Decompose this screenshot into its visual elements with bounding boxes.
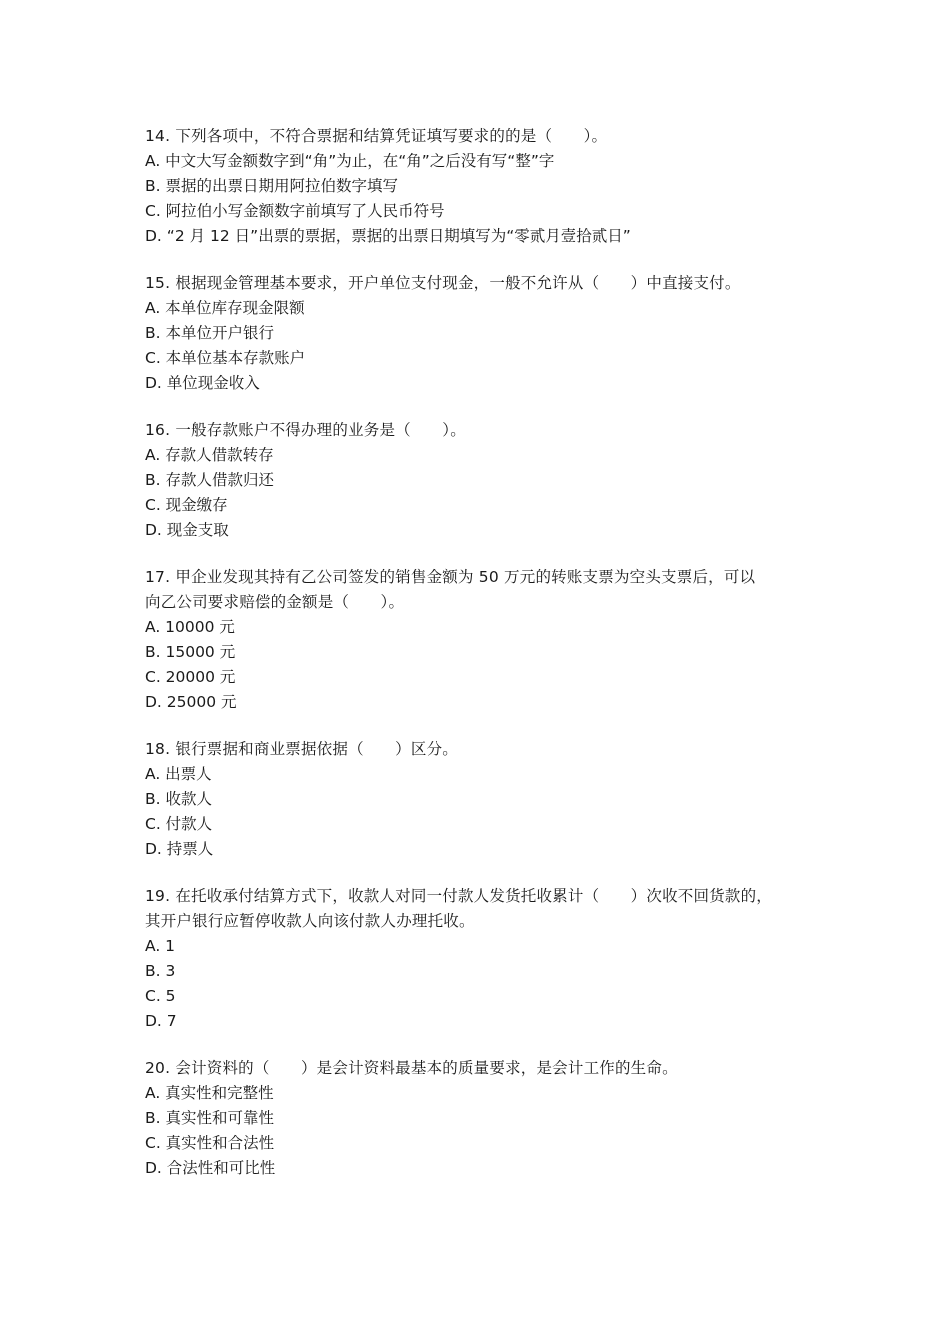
option-c: C. 阿拉伯小写金额数字前填写了人民币符号: [145, 202, 445, 220]
question-stem: 15. 根据现金管理基本要求，开户单位支付现金，一般不允许从（ ）中直接支付。: [145, 274, 741, 292]
option-b: B. 15000 元: [145, 643, 236, 661]
option-a: A. 出票人: [145, 765, 212, 783]
question-18: [145, 737, 825, 862]
option-a: A. 真实性和完整性: [145, 1084, 274, 1102]
option-c: C. 真实性和合法性: [145, 1134, 275, 1152]
option-d: D. 持票人: [145, 840, 214, 858]
option-c: C. 本单位基本存款账户: [145, 349, 306, 367]
option-c: C. 5: [145, 987, 176, 1005]
option-a: A. 中文大写金额数字到“角”为止，在“角”之后没有写“整”字: [145, 152, 555, 170]
option-d: D. 合法性和可比性: [145, 1159, 276, 1177]
option-d: D. “2 月 12 日”出票的票据，票据的出票日期填写为“零贰月壹拾贰日”: [145, 227, 631, 245]
option-d: D. 7: [145, 1012, 177, 1030]
option-b: B. 票据的出票日期用阿拉伯数字填写: [145, 177, 398, 195]
option-c: C. 付款人: [145, 815, 213, 833]
question-stem: 14. 下列各项中，不符合票据和结算凭证填写要求的的是（ ）。: [145, 127, 608, 145]
question-16: [145, 418, 825, 543]
option-d: D. 现金支取: [145, 521, 229, 539]
question-stem-line-1: 17. 甲企业发现其持有乙公司签发的销售金额为 50 万元的转账支票为空头支票后，可以: [145, 568, 756, 586]
option-a: A. 存款人借款转存: [145, 446, 274, 464]
option-b: B. 存款人借款归还: [145, 471, 274, 489]
question-17: [145, 565, 825, 715]
option-d: D. 单位现金收入: [145, 374, 260, 392]
question-19: [145, 884, 825, 1034]
option-a: A. 10000 元: [145, 618, 235, 636]
option-c: C. 20000 元: [145, 668, 236, 686]
question-stem-line-2: 向乙公司要求赔偿的金额是（ ）。: [145, 593, 405, 611]
question-20: [145, 1056, 825, 1181]
option-b: B. 真实性和可靠性: [145, 1109, 274, 1127]
question-stem-line-2: 其开户银行应暂停收款人向该付款人办理托收。: [145, 912, 475, 930]
option-b: B. 3: [145, 962, 176, 980]
option-a: A. 本单位库存现金限额: [145, 299, 305, 317]
question-15: [145, 271, 825, 396]
question-stem: 20. 会计资料的（ ）是会计资料最基本的质量要求，是会计工作的生命。: [145, 1059, 678, 1077]
option-b: B. 本单位开户银行: [145, 324, 274, 342]
question-14: [145, 124, 825, 249]
option-a: A. 1: [145, 937, 176, 955]
document-body: [145, 124, 825, 1203]
question-stem: 18. 银行票据和商业票据依据（ ）区分。: [145, 740, 458, 758]
question-stem-line-1: 19. 在托收承付结算方式下，收款人对同一付款人发货托收累计（ ）次收不回货款的，: [145, 887, 772, 905]
option-d: D. 25000 元: [145, 693, 237, 711]
option-b: B. 收款人: [145, 790, 212, 808]
option-c: C. 现金缴存: [145, 496, 228, 514]
question-stem: 16. 一般存款账户不得办理的业务是（ ）。: [145, 421, 466, 439]
